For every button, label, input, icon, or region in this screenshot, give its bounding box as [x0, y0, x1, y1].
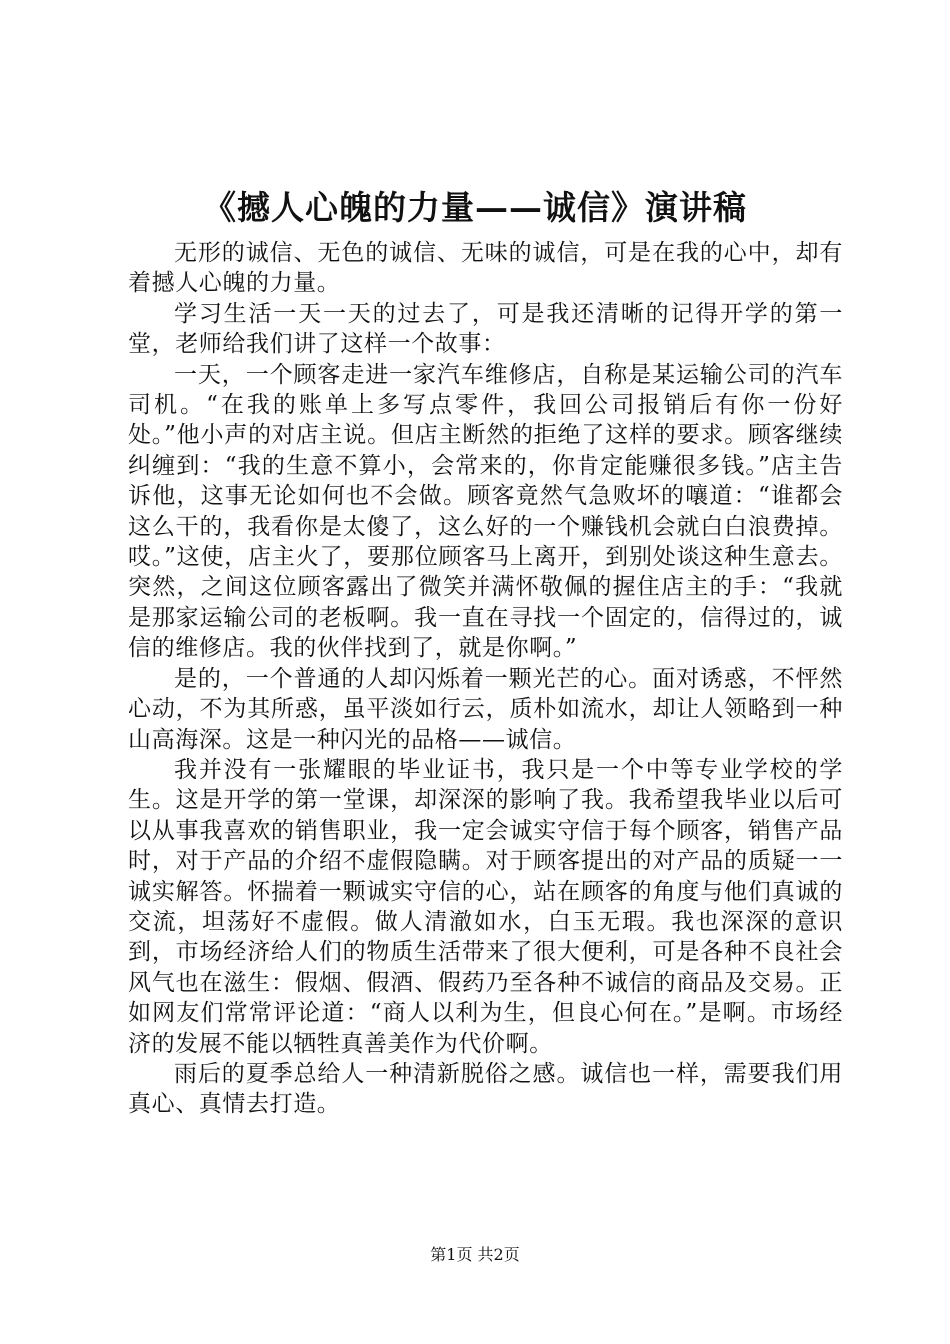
paragraph: 无形的诚信、无色的诚信、无味的诚信，可是在我的心中，却有着撼人心魄的力量。: [128, 240, 843, 297]
document-title: 《撼人心魄的力量——诚信》演讲稿: [203, 188, 747, 227]
paragraph: 雨后的夏季总给人一种清新脱俗之感。诚信也一样，需要我们用真心、真情去打造。: [128, 1060, 843, 1118]
page-footer: 第1页 共2页: [430, 1245, 520, 1264]
document-body: [128, 238, 843, 1120]
paragraph: 学习生活一天一天的过去了，可是我还清晰的记得开学的第一堂，老师给我们讲了这样一个故事：: [128, 300, 843, 358]
paragraph: 一天，一个顾客走进一家汽车维修店，自称是某运输公司的汽车司机。“在我的账单上多写点零件，我回公司报销后有你一份好处。”他小声的对店主说。但店主断然的拒绝了这样的要求。顾客继续纠缠到：“我的生意不算小，会常来的，你肯定能赚很多钱。”店主告诉他，这事无论如何也不会做。顾客竟然气急败坏的嚷道：“谁都会这么干的，我看你是太傻了，这么好的一个赚钱机会就白白浪费掉。哎。”这使，店主火了，要那位顾客马上离开，到别处谈这种生意去。突然，之间这位顾客露出了微笑并满怀敬佩的握住店主的手：“我就是那家运输公司的老板啊。我一直在寻找一个固定的，信得过的，诚信的维修店。我的伙伴找到了，就是你啊。”: [128, 361, 843, 662]
paragraph: 我并没有一张耀眼的毕业证书，我只是一个中等专业学校的学生。这是开学的第一堂课，却深深的影响了我。我希望我毕业以后可以从事我喜欢的销售职业，我一定会诚实守信于每个顾客，销售产品时，对于产品的介绍不虚假隐瞒。对于顾客提出的对产品的质疑一一诚实解答。怀揣着一颗诚实守信的心，站在顾客的角度与他们真诚的交流，坦荡好不虚假。做人清澈如水，白玉无瑕。我也深深的意识到，市场经济给人们的物质生活带来了很大便利，可是各种不良社会风气也在滋生：假烟、假酒、假药乃至各种不诚信的商品及交易。正如网友们常常评论道：“商人以利为生，但良心何在。”是啊。市场经济的发展不能以牺牲真善美作为代价啊。: [128, 756, 843, 1057]
paragraph: 是的，一个普通的人却闪烁着一颗光芒的心。面对诱惑，不怦然心动，不为其所惑，虽平淡如行云，质朴如流水，却让人领略到一种山高海深。这是一种闪光的品格——诚信。: [128, 665, 843, 753]
